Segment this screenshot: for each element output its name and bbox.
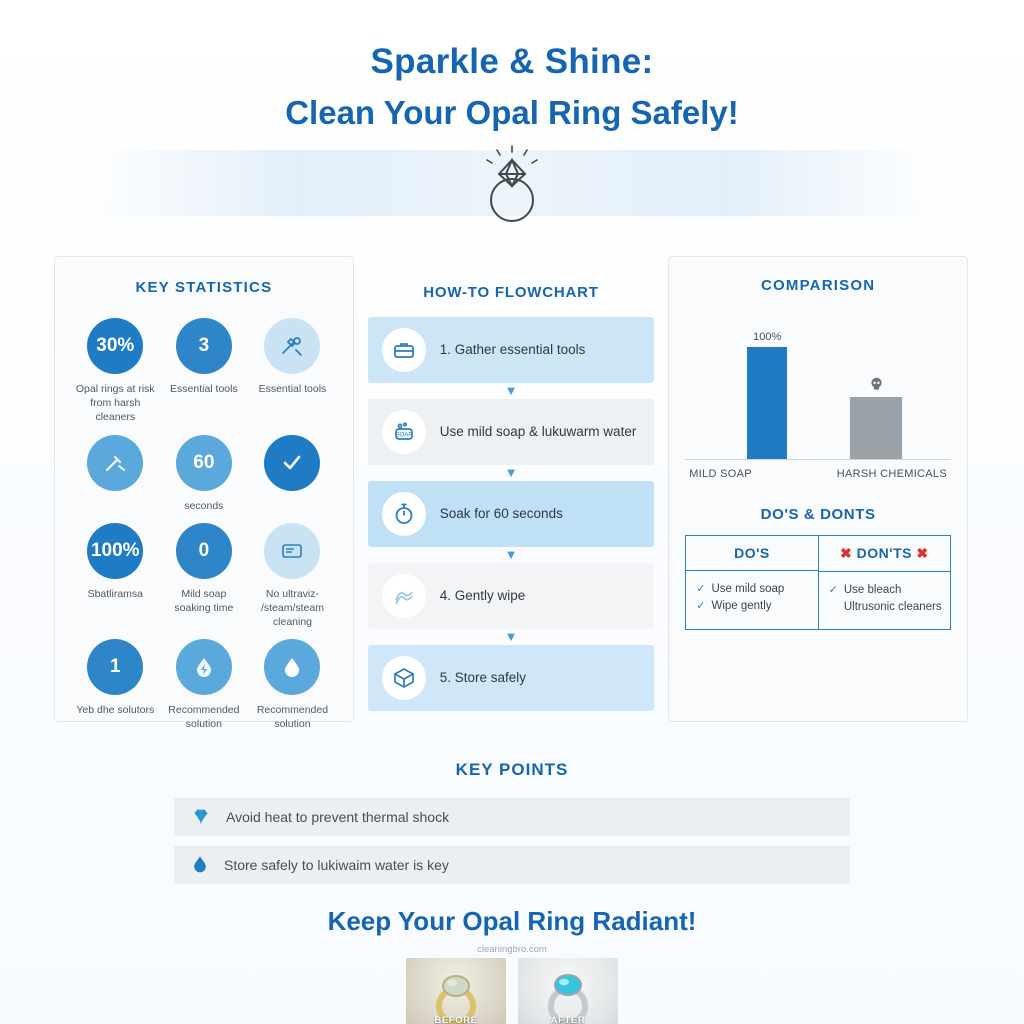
watermark: cleaningbro.com [477,944,547,955]
stat-item [71,639,160,731]
list-item-label: Use bleach [843,584,902,596]
bar-value-label: 100% [753,331,782,343]
flowchart-steps [368,317,655,711]
flow-step-text: Soak for 60 seconds [439,506,563,522]
stat-item [71,318,160,425]
before-caption: BEFORE [434,1015,478,1024]
stat-label: Essential tools [170,383,238,395]
stat-item [160,435,249,513]
stat-item [248,318,337,425]
one-icon [87,639,143,695]
box-icon [382,656,426,700]
flow-step-text: 5. Store safely [439,670,527,686]
cross-icon-left: ✖ [840,545,853,561]
flow-arrow-icon: ▼ [504,629,518,644]
list-item-label: Use mild soap [711,583,785,595]
page-header [0,0,1024,132]
flow-step-text: 4. Gently wipe [439,588,526,604]
flow-arrow-icon: ▼ [504,547,518,562]
flow-arrow-icon: ▼ [504,465,518,480]
stat-label: Opal rings at risk from harsh cleaners [75,383,155,424]
flow-step[interactable] [368,399,655,465]
gem-icon [190,805,212,830]
dos-donts-title: DO'S & DONTS [760,506,876,523]
panels-row [54,256,968,731]
key-points-list [174,798,850,894]
stat-item [160,523,249,630]
flow-step[interactable] [368,481,655,547]
check-icon: ✓ [696,583,706,595]
toolbox-icon [382,328,426,372]
axis-label-harsh: HARSH CHEMICALS [836,468,947,480]
list-item [829,582,942,599]
cross-icon-right: ✖ [916,545,929,561]
list-item-label: Wipe gently [711,600,772,613]
number-icon [176,318,232,374]
zero-icon [176,523,232,579]
dos-column-header: DO'S [686,536,817,571]
how-to-flowchart-panel [368,256,655,722]
droplet-bolt-icon [176,639,232,695]
list-item-label: Ultrusonic cleaners [843,601,942,614]
dos-donts-table [685,535,951,630]
stat-label: Yeb dhe solutors [76,704,155,717]
cloth-icon [382,574,426,618]
no-steam-icon [264,523,320,579]
flow-arrow-icon: ▼ [504,383,518,398]
timer-icon [176,435,232,491]
flow-step[interactable] [368,563,655,629]
droplet-icon [190,853,210,878]
before-after-gallery [0,958,1024,1024]
comparison-axis-labels [685,468,951,480]
key-statistics-title: KEY STATISTICS [135,279,273,296]
stat-label: Sbatliramsa [87,587,144,600]
skull-icon [821,375,931,393]
stat-item [248,639,337,731]
bar-harsh-chemicals [821,375,931,459]
stat-item [160,639,249,731]
check-icon: ✓ [828,584,838,596]
donts-column [818,536,950,629]
droplet-icon [264,639,320,695]
page-title-line2: Clean Your Opal Ring Safely! [285,94,739,131]
stat-label: No ultraviz- /steam/steam cleaning [260,587,324,629]
list-item [696,581,809,598]
diamond-ring-icon [475,144,549,233]
key-points-title: KEY POINTS [455,760,569,779]
list-item [696,598,809,615]
check-icon: ✓ [696,600,706,613]
svg-text:SOAP: SOAP [395,432,413,439]
stat-label: Mild soap soaking time [174,587,234,614]
stat-item [248,523,337,630]
stat-value: 100% [90,539,140,561]
before-image [406,958,506,1024]
stat-item [248,435,337,513]
flowchart-title: HOW-TO FLOWCHART [423,284,599,301]
stat-value: 3 [198,335,210,356]
key-statistics-panel [54,256,354,731]
percent-icon [87,523,143,579]
flow-step[interactable] [368,645,655,711]
flow-step-text: 1. Gather essential tools [439,342,586,358]
bar-rect [850,397,902,459]
hero-banner [0,144,1024,230]
list-item [829,599,942,616]
after-image [518,958,618,1024]
donts-column-label: DON'TS [856,545,912,561]
brush-icon [87,435,143,491]
bar-rect [747,347,787,459]
stat-item [160,318,249,425]
donts-column-header [819,536,950,572]
list-item [174,798,850,836]
comparison-bar-chart [685,310,951,460]
key-point-text: Store safely to lukiwaim water is key [224,857,449,873]
comparison-panel [668,256,968,722]
bar-mild-soap [721,331,813,459]
stat-label: Essential tools [258,383,327,395]
stat-item [71,523,160,630]
after-caption: AFTER [550,1015,586,1024]
flow-step-text: Use mild soap & lukuwarm water [439,424,637,440]
dos-column [686,536,817,629]
stat-value: 30% [96,335,135,356]
check-icon [264,435,320,491]
key-point-text: Avoid heat to prevent thermal shock [226,809,450,825]
stopwatch-icon [382,492,426,536]
tools-icon [264,318,320,374]
list-item [174,846,850,884]
percent-icon [87,318,143,374]
stat-item [71,435,160,513]
footer-title: Keep Your Opal Ring Radiant! [327,906,697,936]
stat-label: Recommended solution [256,704,329,731]
page-title-line1: Sparkle & Shine: [370,42,654,81]
flow-step[interactable] [368,317,655,383]
soap-icon [382,410,426,454]
axis-label-mild: MILD SOAP [689,468,752,480]
donts-column-body [819,572,950,629]
comparison-title: COMPARISON [761,277,876,294]
stat-label: seconds [184,499,224,512]
stat-value: 60 [193,451,215,473]
stat-label: Recommended solution [168,704,240,731]
dos-column-body [686,571,817,628]
stat-value: 1 [109,656,121,678]
statistics-grid [71,318,337,732]
stat-value: 0 [198,539,210,561]
